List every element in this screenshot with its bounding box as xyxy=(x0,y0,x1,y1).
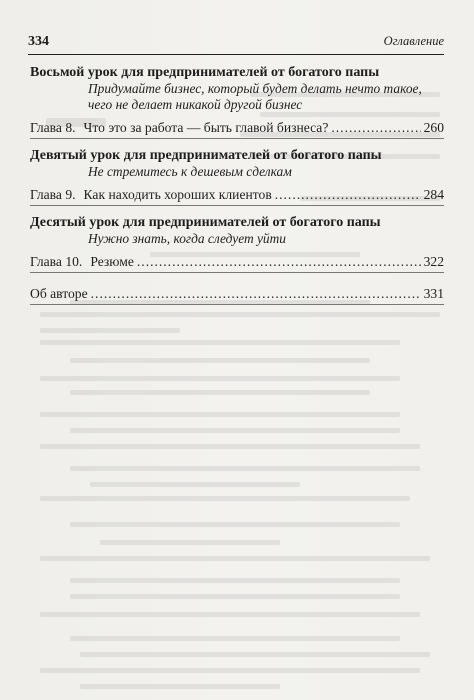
chapter-title: Что это за работа — быть главой бизнеса? xyxy=(83,120,329,135)
toc-entry-about-author[interactable] xyxy=(30,285,444,305)
toc-entry-chapter-8[interactable] xyxy=(30,119,444,139)
table-of-contents xyxy=(30,64,444,305)
about-author-page: 331 xyxy=(423,286,444,301)
chapter-page: 260 xyxy=(423,120,444,135)
toc-entry-chapter-9[interactable] xyxy=(30,186,444,206)
toc-lesson-8 xyxy=(30,64,444,139)
lesson-subtitle: Нужно знать, когда следует уйти xyxy=(88,231,286,246)
chapter-label: Глава 10. xyxy=(30,254,83,269)
header-rule xyxy=(28,54,444,55)
about-author-label: Об авторе xyxy=(30,286,88,301)
lesson-title: Десятый урок для предпринимателей от богатого папы xyxy=(30,215,381,230)
page-number: 334 xyxy=(28,34,49,49)
lesson-subtitle: Не стремитесь к дешевым сделкам xyxy=(88,164,292,179)
lesson-subtitle: Придумайте бизнес, который будет делать нечто такое, чего не делает никакой другой бизнес xyxy=(88,81,422,112)
chapter-label: Глава 9. xyxy=(30,187,76,202)
toc-lesson-10 xyxy=(30,214,444,273)
page-header xyxy=(28,34,444,50)
running-head: Оглавление xyxy=(383,34,444,48)
chapter-title: Резюме xyxy=(90,254,134,269)
toc-entry-chapter-10[interactable] xyxy=(30,253,444,273)
toc-lesson-9 xyxy=(30,147,444,206)
chapter-page: 284 xyxy=(423,187,444,202)
dot-leader xyxy=(91,285,421,302)
dot-leader xyxy=(137,253,421,270)
lesson-title: Девятый урок для предпринимателей от богатого папы xyxy=(30,148,382,163)
chapter-title: Как находить хороших клиентов xyxy=(83,187,272,202)
chapter-label: Глава 8. xyxy=(30,120,76,135)
dot-leader xyxy=(331,119,420,136)
chapter-page: 322 xyxy=(423,254,444,269)
dot-leader xyxy=(275,186,421,203)
lesson-title: Восьмой урок для предпринимателей от богатого папы xyxy=(30,65,380,80)
